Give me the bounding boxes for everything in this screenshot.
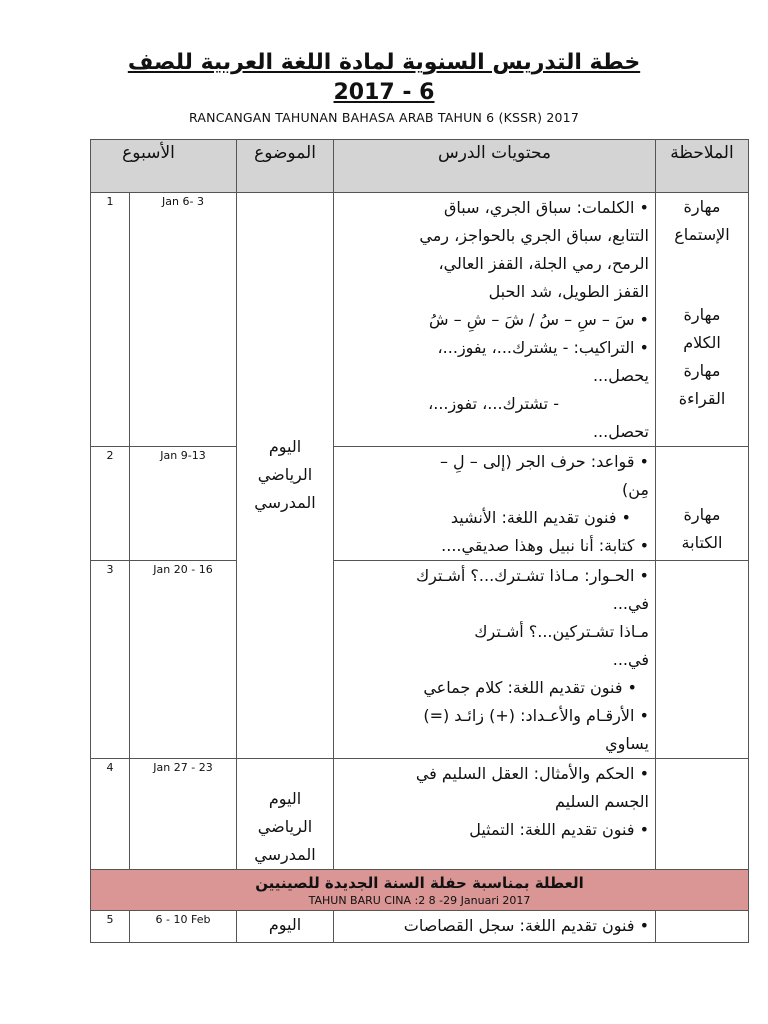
yearly-plan-table: [90, 139, 749, 943]
topic-cell: [237, 759, 334, 870]
lesson-content: [334, 561, 656, 759]
table-row: [91, 193, 749, 447]
content-line: القفز الطويل، شد الحبل: [488, 282, 649, 301]
header-content: محتويات الدرس: [334, 140, 656, 193]
content-line: يحصل...: [592, 366, 649, 385]
topic-text: اليوم الرياضي المدرسي: [254, 789, 316, 864]
content-line: مِن): [622, 480, 649, 499]
notes-cell: [656, 561, 749, 759]
notes-line: مهارة: [683, 305, 721, 324]
notes-line: الإستماع: [674, 225, 730, 244]
notes-line: الكلام: [683, 333, 721, 352]
document-title: خطة التدريس السنوية لمادة اللغة العربية للصف: [127, 50, 641, 75]
content-line: في...: [612, 650, 649, 669]
content-line: - تشترك...، تفوز...،: [428, 394, 559, 413]
content-line: • فنون تقديم اللغة: كلام جماعي: [423, 678, 637, 697]
header-topic: الموضوع: [237, 140, 334, 193]
holiday-row: [91, 870, 749, 911]
notes-cell: [656, 193, 749, 447]
topic-cell: [237, 911, 334, 943]
week-number: 5: [91, 911, 130, 943]
table-header-row: [91, 140, 749, 193]
lesson-content: [334, 193, 656, 447]
header-week: الأسبوع: [91, 140, 237, 193]
notes-line: مهارة: [683, 197, 721, 216]
notes-line: الكتابة: [681, 533, 723, 552]
content-line: • الأرقـام والأعـداد: (+) زائـد (=): [423, 706, 649, 725]
document-title-year: 2017 - 6: [333, 80, 435, 105]
content-line: • الحكم والأمثال: العقل السليم في: [415, 764, 649, 783]
topic-cell: [237, 193, 334, 759]
holiday-banner: [91, 870, 749, 911]
content-line: • التراكيب: - يشترك...، يفوز...،: [437, 338, 649, 357]
content-line: • الكلمات: سباق الجري، سباق: [443, 198, 649, 217]
notes-line: مهارة: [683, 361, 721, 380]
week-number: 2: [91, 447, 130, 561]
week-number: 1: [91, 193, 130, 447]
notes-cell: [656, 759, 749, 870]
lesson-content: [334, 759, 656, 870]
content-line: الرمح، رمي الجلة، القفز العالي،: [438, 254, 649, 273]
content-line: • كتابة: أنا نبيل وهذا صديقي....: [441, 536, 649, 555]
header-notes: الملاحظة: [656, 140, 749, 193]
content-line: • قواعد: حرف الجر (إلى – لِ –: [439, 452, 649, 471]
table-row: [91, 759, 749, 870]
notes-line: مهارة: [683, 505, 721, 524]
lesson-content: [334, 911, 656, 943]
week-number: 3: [91, 561, 130, 759]
document-subtitle: RANCANGAN TAHUNAN BAHASA ARAB TAHUN 6 (KSSR) 2017: [189, 110, 579, 125]
content-line: • سَ – سِ – سُ / شَ – شِ – شُ: [429, 310, 649, 329]
content-line: التتابع، سباق الجري بالحواجز، رمي: [419, 226, 649, 245]
week-number: 4: [91, 759, 130, 870]
content-line: الجسم السليم: [554, 792, 649, 811]
holiday-malay: TAHUN BARU CINA :2 8 -29 Januari 2017: [308, 894, 531, 907]
content-line: • الحـوار: مـاذا تشـترك...؟ أشـترك: [415, 566, 649, 585]
holiday-arabic: العطلة بمناسبة حفلة السنة الجديدة للصينيين: [255, 874, 584, 892]
topic-text: اليوم الرياضي المدرسي: [254, 437, 316, 512]
table-row: [91, 561, 749, 759]
week-date: 6 - 10 Feb: [130, 911, 237, 943]
notes-cell: [656, 447, 749, 561]
table-row: [91, 911, 749, 943]
lesson-content: [334, 447, 656, 561]
topic-text: اليوم: [268, 915, 302, 934]
content-line: • فنون تقديم اللغة: الأنشيد: [450, 508, 631, 527]
week-date: Jan 6- 3: [130, 193, 237, 447]
notes-cell: [656, 911, 749, 943]
table-row: [91, 447, 749, 561]
content-line: يساوي: [605, 734, 649, 753]
content-line: • فنون تقديم اللغة: التمثيل: [469, 820, 649, 839]
content-line: مـاذا تشـتركين...؟ أشـترك: [474, 622, 649, 641]
content-line: تحصل...: [592, 422, 649, 441]
week-date: Jan 20 - 16: [130, 561, 237, 759]
content-line: في...: [612, 594, 649, 613]
week-date: Jan 9-13: [130, 447, 237, 561]
content-line: • فنون تقديم اللغة: سجل القصاصات: [403, 916, 649, 935]
week-date: Jan 27 - 23: [130, 759, 237, 870]
notes-line: القراءة: [678, 389, 726, 408]
